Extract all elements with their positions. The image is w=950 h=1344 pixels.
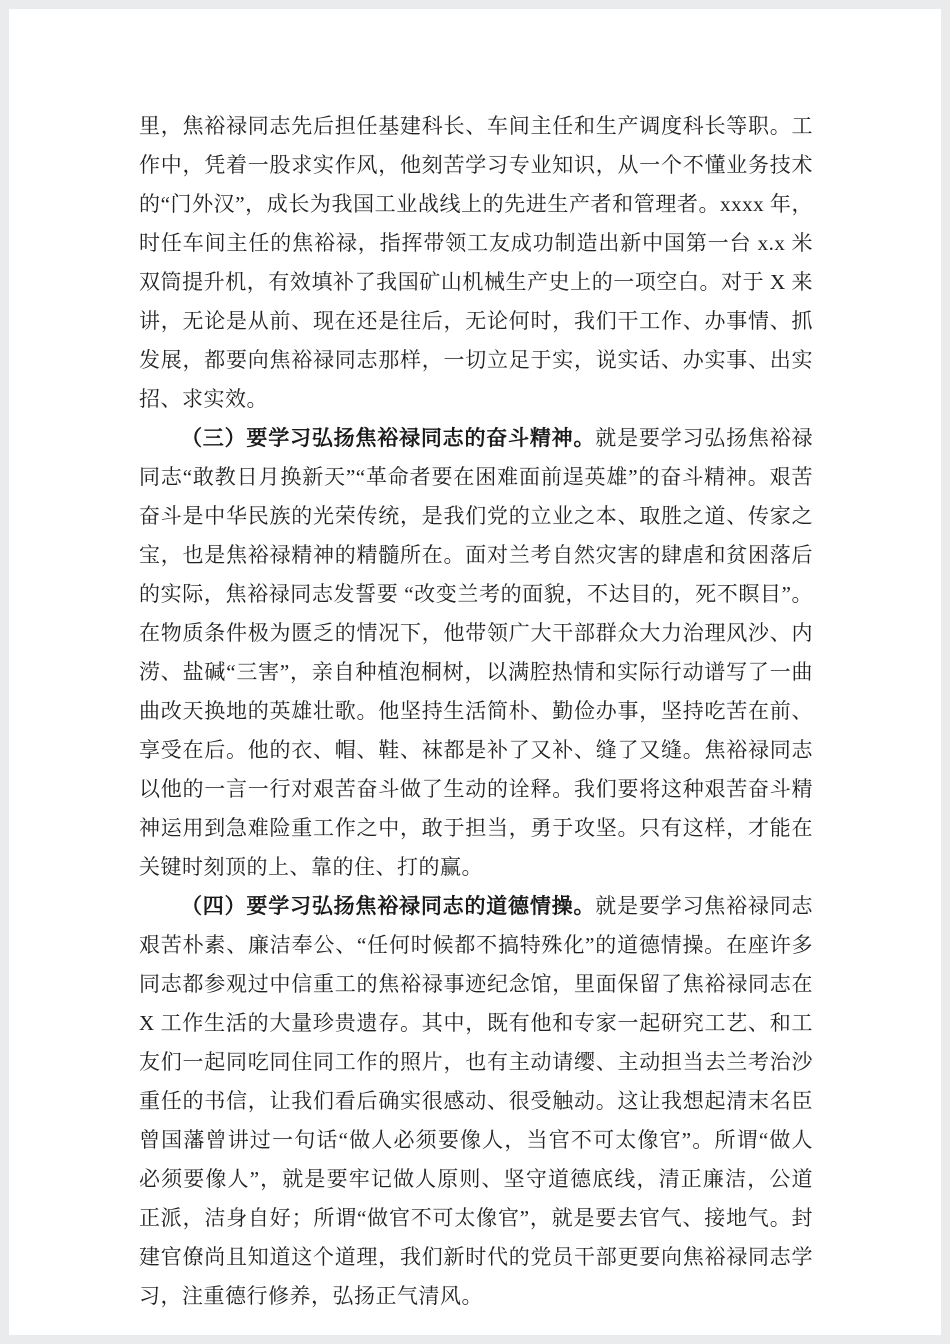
paragraph-section-three: [139, 419, 813, 887]
document-page: [9, 9, 941, 1335]
paragraph-continuation: [139, 107, 813, 419]
paragraph-section-four: [139, 887, 813, 1316]
paragraph-text: 就是要学习弘扬焦裕禄同志“敢教日月换新天”“革命者要在困难面前逞英雄”的奋斗精神。艰苦奋斗是中华民族的光荣传统，是我们党的立业之本、取胜之道、传家之宝，也是焦裕禄精神的精髓所在。面对兰考自然灾害的肆虐和贫困落后的实际，焦裕禄同志发誓要 “改变兰考的面貌，不达目的，死不瞑目”。在物质条件极为匮乏的情况下，他带领广大干部群众大力治理风沙、内涝、盐碱“三害”，亲自种植泡桐树，以满腔热情和实际行动谱写了一曲曲改天换地的英雄壮歌。他坚持生活简朴、勤俭办事，坚持吃苦在前、享受在后。他的衣、帽、鞋、袜都是补了又补、缝了又缝。焦裕禄同志以他的一言一行对艰苦奋斗做了生动的诠释。我们要将这种艰苦奋斗精神运用到急难险重工作之中，敢于担当，勇于攻坚。只有这样，才能在关键时刻顶的上、靠的住、打的赢。: [139, 426, 814, 879]
paragraph-text: 里，焦裕禄同志先后担任基建科长、车间主任和生产调度科长等职。工作中，凭着一股求实作风，他刻苦学习专业知识，从一个不懂业务技术的“门外汉”，成长为我国工业战线上的先进生产者和管理者。xxxx 年，时任车间主任的焦裕禄，指挥带领工友成功制造出新中国第一台 x.x 米双筒提升机，有效填补了我国矿山机械生产史上的一项空白。对于 X 来讲，无论是从前、现在还是往后，无论何时，我们干工作、办事情、抓发展，都要向焦裕禄同志那样，一切立足于实，说实话、办实事、出实招、求实效。: [139, 114, 813, 411]
paragraph-text: 就是要学习焦裕禄同志艰苦朴素、廉洁奉公、“任何时候都不搞特殊化”的道德情操。在座许多同志都参观过中信重工的焦裕禄事迹纪念馆，里面保留了焦裕禄同志在 X 工作生活的大量珍贵遗存。其中，既有他和专家一起研究工艺、和工友们一起同吃同住同工作的照片，也有主动请缨、主动担当去兰考治沙重任的书信，让我们看后确实很感动、很受触动。这让我想起清末名臣曾国藩曾讲过一句话“做人必须要像人，当官不可太像官”。所谓“做人必须要像人”，就是要牢记做人原则、坚守道德底线，清正廉洁，公道正派，洁身自好；所谓“做官不可太像官”，就是要去官气、接地气。封建官僚尚且知道这个道理，我们新时代的党员干部更要向焦裕禄同志学习，注重德行修养，弘扬正气清风。: [139, 894, 814, 1308]
section-three-heading: （三）要学习弘扬焦裕禄同志的奋斗精神。: [181, 426, 596, 450]
section-four-heading: （四）要学习弘扬焦裕禄同志的道德情操。: [181, 894, 596, 918]
